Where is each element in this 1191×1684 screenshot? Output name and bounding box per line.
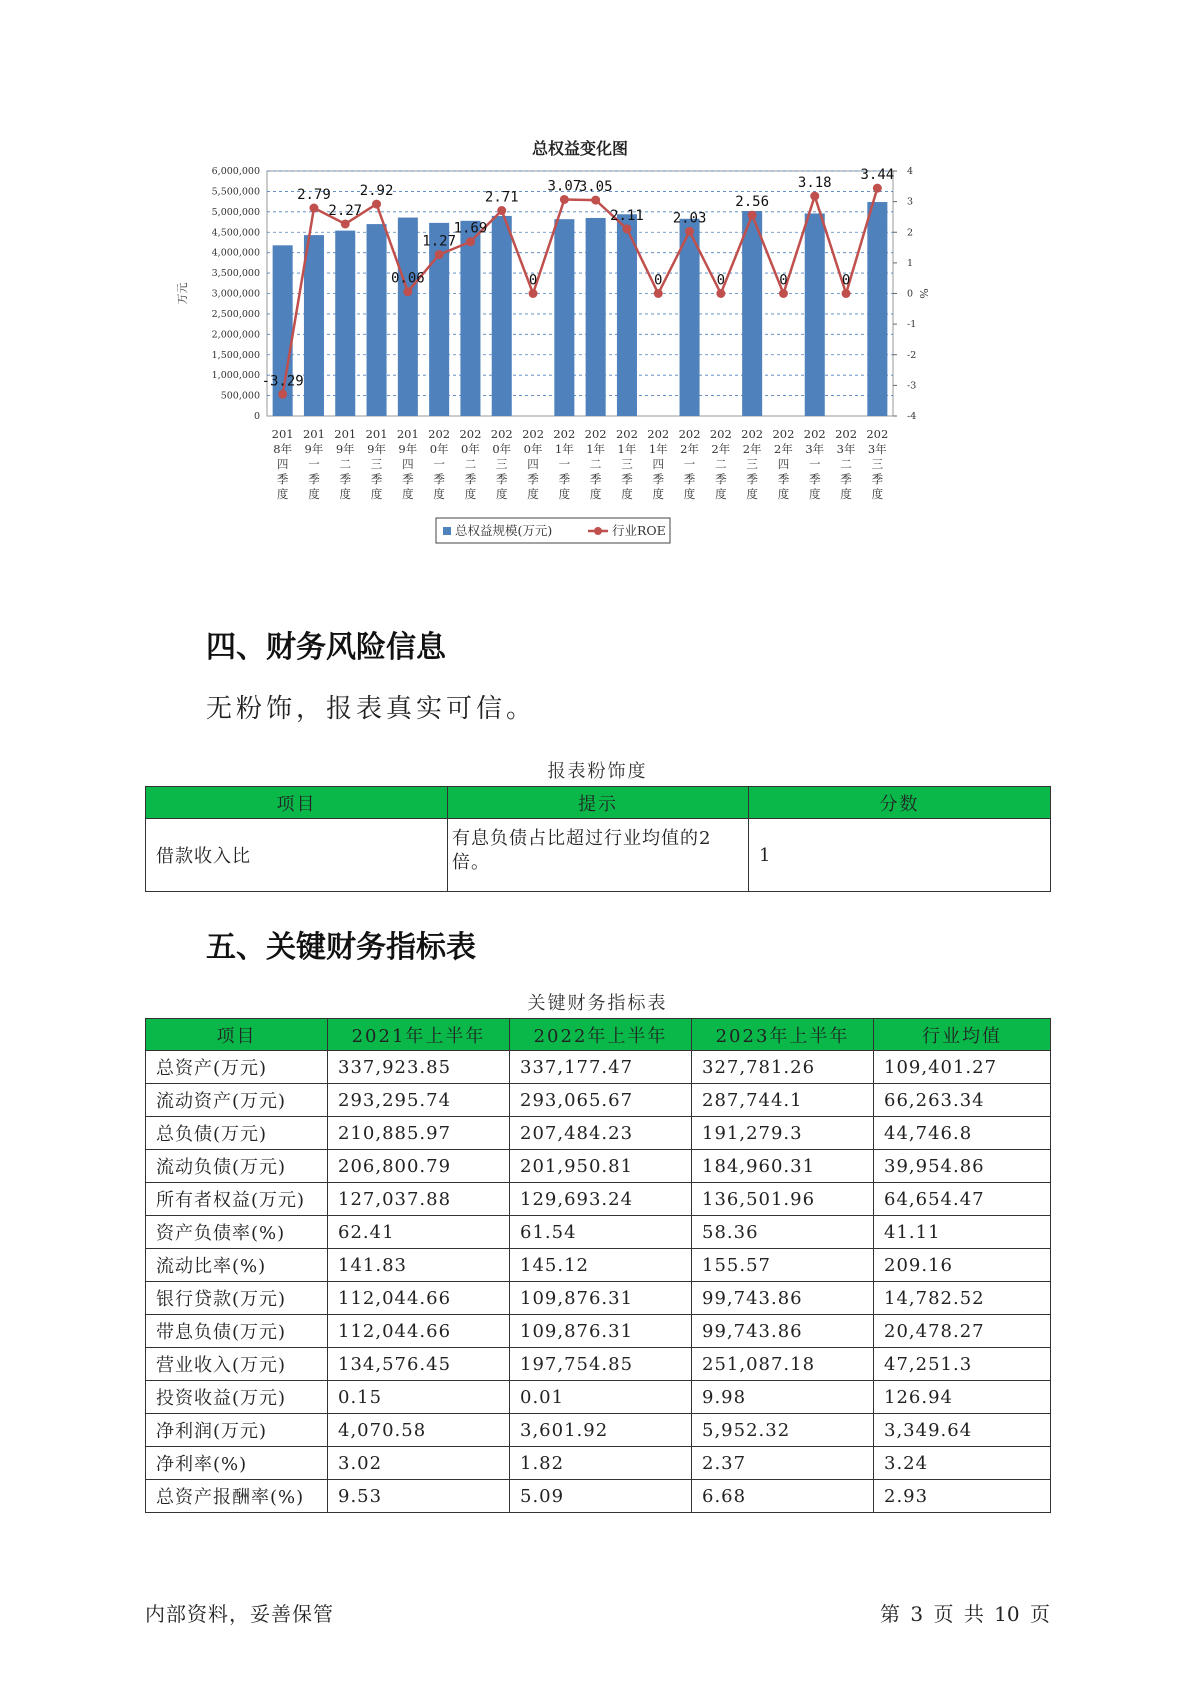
x-tick-label: 季 bbox=[871, 472, 884, 486]
x-tick-label: 202 bbox=[709, 427, 732, 441]
y2-tick-label: 0 bbox=[907, 288, 914, 300]
roe-data-label: 0 bbox=[528, 272, 538, 289]
roe-data-label: 0 bbox=[654, 272, 663, 289]
x-tick-label: 季 bbox=[589, 472, 602, 486]
x-tick-label: 四 bbox=[652, 457, 664, 471]
roe-data-label: -3.29 bbox=[261, 373, 304, 390]
bar-total-equity bbox=[460, 221, 480, 416]
indicator-name: 带息负债(万元) bbox=[146, 1315, 328, 1348]
x-tick-label: 一 bbox=[558, 457, 571, 471]
x-tick-label: 202 bbox=[678, 427, 701, 441]
table-row bbox=[146, 1381, 1051, 1414]
indicator-header-2: 2022年上半年 bbox=[510, 1019, 692, 1051]
roe-point bbox=[842, 289, 851, 298]
x-tick-label: 度 bbox=[715, 487, 727, 501]
table-row bbox=[146, 1348, 1051, 1381]
indicator-value: 62.41 bbox=[328, 1216, 510, 1249]
indicator-value: 3,601.92 bbox=[510, 1414, 692, 1447]
roe-point bbox=[685, 227, 694, 236]
indicator-value: 127,037.88 bbox=[328, 1183, 510, 1216]
x-tick-label: 1年 bbox=[554, 442, 574, 456]
indicator-name: 所有者权益(万元) bbox=[146, 1183, 328, 1216]
x-tick-label: 度 bbox=[370, 487, 383, 501]
indicator-value: 66,263.34 bbox=[874, 1084, 1051, 1117]
x-tick-label: 二 bbox=[589, 457, 602, 471]
y-tick-label: 0 bbox=[253, 411, 260, 422]
x-tick-label: 0年 bbox=[461, 442, 480, 456]
roe-point bbox=[309, 204, 318, 213]
roe-data-label: 2.92 bbox=[359, 183, 394, 200]
x-tick-label: 9年 bbox=[367, 442, 386, 456]
y-tick-label: 3,000,000 bbox=[211, 288, 260, 300]
indicator-name: 投资收益(万元) bbox=[146, 1381, 328, 1414]
indicator-header-4: 行业均值 bbox=[874, 1019, 1051, 1051]
risk-header-tip: 提示 bbox=[448, 787, 749, 819]
indicator-value: 145.12 bbox=[510, 1249, 692, 1282]
x-tick-label: 2年 bbox=[711, 442, 731, 456]
x-tick-label: 1年 bbox=[648, 442, 668, 456]
bar-total-equity bbox=[680, 219, 700, 416]
x-tick-label: 度 bbox=[308, 487, 320, 501]
roe-point bbox=[560, 195, 569, 204]
y-tick-label: 4,000,000 bbox=[211, 247, 260, 259]
x-tick-label: 三 bbox=[496, 457, 508, 471]
roe-point bbox=[716, 289, 725, 298]
risk-tip: 有息负债占比超过行业均值的2倍。 bbox=[448, 819, 749, 892]
roe-point bbox=[591, 196, 600, 205]
x-tick-label: 0年 bbox=[523, 442, 543, 456]
roe-point bbox=[341, 219, 350, 228]
indicator-value: 109,876.31 bbox=[510, 1315, 692, 1348]
x-tick-label: 一 bbox=[433, 457, 445, 471]
risk-header-item: 项目 bbox=[146, 787, 448, 819]
y2-tick-label: -1 bbox=[907, 319, 917, 331]
table-row bbox=[146, 1414, 1051, 1447]
roe-data-label: 0.06 bbox=[390, 270, 425, 287]
roe-data-label: 3.07 bbox=[547, 178, 582, 195]
y2-tick-label: 1 bbox=[907, 257, 914, 269]
x-tick-label: 季 bbox=[433, 472, 445, 486]
legend-line-marker bbox=[594, 527, 602, 535]
x-tick-label: 季 bbox=[809, 472, 821, 486]
chart-title: 总权益变化图 bbox=[531, 139, 629, 158]
section4-text: 无粉饰，报表真实可信。 bbox=[206, 694, 537, 724]
indicator-value: 141.83 bbox=[328, 1249, 510, 1282]
y2-tick-label: 4 bbox=[907, 166, 914, 177]
x-tick-label: 202 bbox=[428, 427, 451, 441]
indicator-value: 184,960.31 bbox=[692, 1150, 874, 1183]
roe-data-label: 2.03 bbox=[672, 210, 707, 227]
indicator-value: 3,349.64 bbox=[874, 1414, 1051, 1447]
legend-bar-label: 总权益规模(万元) bbox=[455, 523, 553, 538]
indicator-value: 109,876.31 bbox=[510, 1282, 692, 1315]
table-row bbox=[146, 1150, 1051, 1183]
roe-data-label: 2.79 bbox=[297, 187, 331, 204]
roe-data-label: 3.05 bbox=[578, 179, 613, 196]
roe-data-label: 2.27 bbox=[328, 202, 363, 219]
indicator-value: 9.53 bbox=[328, 1480, 510, 1513]
bar-total-equity bbox=[805, 213, 825, 416]
risk-item: 借款收入比 bbox=[146, 819, 448, 892]
x-tick-label: 202 bbox=[490, 427, 513, 441]
x-tick-label: 季 bbox=[276, 472, 289, 486]
x-tick-label: 度 bbox=[433, 487, 445, 501]
table-row bbox=[146, 1084, 1051, 1117]
x-tick-label: 1年 bbox=[586, 442, 606, 456]
bar-total-equity bbox=[304, 235, 324, 416]
indicator-value: 210,885.97 bbox=[328, 1117, 510, 1150]
equity-chart-svg bbox=[150, 138, 1030, 598]
indicator-value: 41.11 bbox=[874, 1216, 1051, 1249]
indicator-value: 58.36 bbox=[692, 1216, 874, 1249]
indicator-value: 2.37 bbox=[692, 1447, 874, 1480]
x-tick-label: 度 bbox=[496, 487, 508, 501]
indicator-value: 126.94 bbox=[874, 1381, 1051, 1414]
indicator-value: 47,251.3 bbox=[874, 1348, 1051, 1381]
roe-point bbox=[466, 237, 475, 246]
x-tick-label: 三 bbox=[746, 457, 758, 471]
y2-axis-label: % bbox=[917, 288, 930, 299]
roe-point bbox=[529, 289, 538, 298]
roe-data-label: 2.56 bbox=[735, 194, 770, 211]
indicator-value: 287,744.1 bbox=[692, 1084, 874, 1117]
x-tick-label: 季 bbox=[777, 472, 790, 486]
indicator-value: 155.57 bbox=[692, 1249, 874, 1282]
risk-header-score: 分数 bbox=[749, 787, 1051, 819]
table-row bbox=[146, 1183, 1051, 1216]
y-tick-label: 5,000,000 bbox=[211, 206, 260, 218]
indicator-value: 99,743.86 bbox=[692, 1282, 874, 1315]
x-tick-label: 三 bbox=[370, 457, 383, 471]
roe-data-label: 3.18 bbox=[797, 175, 832, 192]
indicator-value: 112,044.66 bbox=[328, 1282, 510, 1315]
x-tick-label: 3年 bbox=[867, 442, 887, 456]
x-tick-label: 2年 bbox=[774, 442, 793, 456]
x-tick-label: 202 bbox=[553, 427, 576, 441]
x-tick-label: 202 bbox=[741, 427, 764, 441]
x-tick-label: 季 bbox=[715, 472, 727, 486]
x-tick-label: 季 bbox=[746, 472, 758, 486]
x-tick-label: 201 bbox=[271, 427, 294, 441]
indicator-value: 3.02 bbox=[328, 1447, 510, 1480]
x-tick-label: 季 bbox=[402, 472, 414, 486]
table-row bbox=[146, 1447, 1051, 1480]
x-tick-label: 季 bbox=[527, 472, 539, 486]
y-tick-label: 1,000,000 bbox=[211, 370, 260, 382]
bar-total-equity bbox=[742, 211, 762, 416]
indicator-value: 3.24 bbox=[874, 1447, 1051, 1480]
bar-total-equity bbox=[398, 218, 418, 416]
x-tick-label: 度 bbox=[402, 487, 414, 501]
x-tick-label: 季 bbox=[652, 472, 664, 486]
x-tick-label: 季 bbox=[840, 472, 852, 486]
x-tick-label: 三 bbox=[621, 457, 633, 471]
y-tick-label: 2,500,000 bbox=[211, 308, 260, 320]
indicator-value: 136,501.96 bbox=[692, 1183, 874, 1216]
x-tick-label: 季 bbox=[496, 472, 508, 486]
y2-tick-label: -4 bbox=[907, 411, 917, 422]
indicator-header-0: 项目 bbox=[146, 1019, 328, 1051]
y-tick-label: 6,000,000 bbox=[211, 166, 260, 177]
indicator-value: 201,950.81 bbox=[510, 1150, 692, 1183]
indicator-value: 134,576.45 bbox=[328, 1348, 510, 1381]
roe-data-label: 0 bbox=[841, 272, 851, 289]
table-row bbox=[146, 1051, 1051, 1084]
indicator-name: 流动负债(万元) bbox=[146, 1150, 328, 1183]
x-tick-label: 202 bbox=[459, 427, 482, 441]
y-tick-label: 4,500,000 bbox=[211, 227, 260, 239]
table-row bbox=[146, 1249, 1051, 1282]
y2-tick-label: 3 bbox=[907, 196, 914, 208]
x-tick-label: 202 bbox=[772, 427, 795, 441]
indicator-value: 1.82 bbox=[510, 1447, 692, 1480]
roe-data-label: 3.44 bbox=[860, 167, 895, 184]
x-tick-label: 季 bbox=[621, 472, 633, 486]
x-tick-label: 202 bbox=[584, 427, 607, 441]
indicator-name: 银行贷款(万元) bbox=[146, 1282, 328, 1315]
x-tick-label: 度 bbox=[558, 487, 571, 501]
x-tick-label: 3年 bbox=[836, 442, 856, 456]
roe-point bbox=[372, 200, 381, 209]
x-tick-label: 202 bbox=[615, 427, 638, 441]
x-tick-label: 四 bbox=[276, 457, 289, 471]
y-axis-label: 万元 bbox=[176, 282, 189, 305]
indicator-value: 112,044.66 bbox=[328, 1315, 510, 1348]
roe-data-label: 2.71 bbox=[484, 189, 519, 206]
indicator-value: 293,295.74 bbox=[328, 1084, 510, 1117]
section4-heading: 四、财务风险信息 bbox=[206, 630, 446, 665]
roe-point bbox=[278, 390, 287, 399]
indicator-name: 营业收入(万元) bbox=[146, 1348, 328, 1381]
roe-data-label: 1.27 bbox=[422, 233, 457, 250]
indicator-value: 14,782.52 bbox=[874, 1282, 1051, 1315]
x-tick-label: 四 bbox=[777, 457, 790, 471]
section5-heading: 五、关键财务指标表 bbox=[206, 930, 476, 965]
indicator-table bbox=[145, 1018, 1051, 1513]
y2-tick-label: 2 bbox=[907, 227, 914, 239]
indicator-value: 5,952.32 bbox=[692, 1414, 874, 1447]
bar-total-equity bbox=[367, 224, 387, 416]
indicator-value: 327,781.26 bbox=[692, 1051, 874, 1084]
roe-point bbox=[497, 206, 506, 215]
indicator-value: 6.68 bbox=[692, 1480, 874, 1513]
x-tick-label: 度 bbox=[777, 487, 790, 501]
table-row bbox=[146, 1480, 1051, 1513]
roe-point bbox=[748, 211, 757, 220]
x-tick-label: 201 bbox=[302, 427, 325, 441]
indicator-value: 9.98 bbox=[692, 1381, 874, 1414]
indicator-name: 总资产(万元) bbox=[146, 1051, 328, 1084]
indicator-value: 191,279.3 bbox=[692, 1117, 874, 1150]
risk-score: 1 bbox=[749, 819, 1051, 892]
roe-point bbox=[622, 224, 631, 233]
x-tick-label: 度 bbox=[683, 487, 696, 501]
x-tick-label: 度 bbox=[652, 487, 664, 501]
indicator-value: 209.16 bbox=[874, 1249, 1051, 1282]
x-tick-label: 202 bbox=[522, 427, 545, 441]
indicator-value: 197,754.85 bbox=[510, 1348, 692, 1381]
x-tick-label: 季 bbox=[464, 472, 477, 486]
bar-total-equity bbox=[492, 216, 512, 416]
indicator-name: 总负债(万元) bbox=[146, 1117, 328, 1150]
roe-point bbox=[435, 250, 444, 259]
roe-data-label: 1.69 bbox=[453, 220, 488, 237]
x-tick-label: 二 bbox=[464, 457, 477, 471]
indicator-header-row bbox=[146, 1019, 1051, 1051]
indicator-value: 61.54 bbox=[510, 1216, 692, 1249]
footer-page-number: 第 3 页 共 10 页 bbox=[880, 1602, 1050, 1626]
x-tick-label: 1年 bbox=[617, 442, 637, 456]
indicator-value: 337,177.47 bbox=[510, 1051, 692, 1084]
x-tick-label: 0年 bbox=[429, 442, 449, 456]
indicator-table-caption: 关键财务指标表 bbox=[527, 993, 668, 1014]
indicator-value: 5.09 bbox=[510, 1480, 692, 1513]
x-tick-label: 度 bbox=[589, 487, 602, 501]
indicator-name: 净利润(万元) bbox=[146, 1414, 328, 1447]
indicator-value: 2.93 bbox=[874, 1480, 1051, 1513]
x-tick-label: 2年 bbox=[680, 442, 699, 456]
risk-table-caption: 报表粉饰度 bbox=[547, 761, 648, 782]
indicator-value: 337,923.85 bbox=[328, 1051, 510, 1084]
x-tick-label: 3年 bbox=[805, 442, 825, 456]
indicator-value: 0.15 bbox=[328, 1381, 510, 1414]
x-tick-label: 2年 bbox=[742, 442, 762, 456]
x-tick-label: 度 bbox=[276, 487, 289, 501]
x-tick-label: 201 bbox=[334, 427, 357, 441]
roe-data-label: 0 bbox=[779, 272, 788, 289]
indicator-name: 总资产报酬率(%) bbox=[146, 1480, 328, 1513]
x-tick-label: 8年 bbox=[273, 442, 293, 456]
x-tick-label: 二 bbox=[840, 457, 852, 471]
x-tick-label: 0年 bbox=[492, 442, 512, 456]
y-tick-label: 1,500,000 bbox=[211, 349, 260, 361]
roe-point bbox=[873, 184, 882, 193]
x-tick-label: 9年 bbox=[398, 442, 418, 456]
x-tick-label: 度 bbox=[746, 487, 758, 501]
roe-data-label: 0 bbox=[716, 272, 726, 289]
indicator-value: 20,478.27 bbox=[874, 1315, 1051, 1348]
x-tick-label: 二 bbox=[339, 457, 351, 471]
roe-point bbox=[654, 289, 663, 298]
x-tick-label: 202 bbox=[803, 427, 826, 441]
x-tick-label: 一 bbox=[683, 457, 696, 471]
x-tick-label: 一 bbox=[308, 457, 320, 471]
table-row bbox=[146, 1216, 1051, 1249]
table-row bbox=[146, 1315, 1051, 1348]
x-tick-label: 季 bbox=[308, 472, 320, 486]
indicator-value: 129,693.24 bbox=[510, 1183, 692, 1216]
equity-chart bbox=[150, 138, 1030, 598]
x-tick-label: 度 bbox=[621, 487, 633, 501]
roe-point bbox=[779, 289, 788, 298]
footer-confidential: 内部资料，妥善保管 bbox=[145, 1602, 334, 1626]
x-tick-label: 季 bbox=[339, 472, 351, 486]
indicator-value: 251,087.18 bbox=[692, 1348, 874, 1381]
x-tick-label: 9年 bbox=[335, 442, 355, 456]
y-tick-label: 5,500,000 bbox=[211, 186, 260, 198]
roe-data-label: 2.11 bbox=[610, 207, 644, 224]
x-tick-label: 季 bbox=[370, 472, 383, 486]
indicator-header-3: 2023年上半年 bbox=[692, 1019, 874, 1051]
indicator-value: 109,401.27 bbox=[874, 1051, 1051, 1084]
indicator-value: 0.01 bbox=[510, 1381, 692, 1414]
indicator-value: 293,065.67 bbox=[510, 1084, 692, 1117]
x-tick-label: 9年 bbox=[304, 442, 324, 456]
indicator-value: 4,070.58 bbox=[328, 1414, 510, 1447]
y-tick-label: 2,000,000 bbox=[211, 329, 260, 341]
table-row bbox=[146, 819, 1051, 892]
y-tick-label: 3,500,000 bbox=[211, 268, 260, 280]
x-tick-label: 三 bbox=[871, 457, 884, 471]
indicator-header-1: 2021年上半年 bbox=[328, 1019, 510, 1051]
indicator-name: 净利率(%) bbox=[146, 1447, 328, 1480]
indicator-value: 207,484.23 bbox=[510, 1117, 692, 1150]
indicator-value: 99,743.86 bbox=[692, 1315, 874, 1348]
x-tick-label: 201 bbox=[365, 427, 388, 441]
x-tick-label: 季 bbox=[558, 472, 571, 486]
y-tick-label: 500,000 bbox=[220, 390, 260, 402]
indicator-name: 资产负债率(%) bbox=[146, 1216, 328, 1249]
roe-point bbox=[810, 192, 819, 201]
x-tick-label: 度 bbox=[809, 487, 821, 501]
table-row bbox=[146, 1117, 1051, 1150]
x-tick-label: 202 bbox=[647, 427, 670, 441]
table-row bbox=[146, 1282, 1051, 1315]
indicator-value: 44,746.8 bbox=[874, 1117, 1051, 1150]
x-tick-label: 202 bbox=[866, 427, 889, 441]
roe-point bbox=[403, 287, 412, 296]
indicator-value: 206,800.79 bbox=[328, 1150, 510, 1183]
x-tick-label: 201 bbox=[396, 427, 419, 441]
bar-total-equity bbox=[554, 219, 574, 416]
x-tick-label: 202 bbox=[835, 427, 858, 441]
x-tick-label: 度 bbox=[464, 487, 477, 501]
x-tick-label: 四 bbox=[402, 457, 414, 471]
x-tick-label: 二 bbox=[715, 457, 727, 471]
y2-tick-label: -3 bbox=[907, 380, 917, 392]
x-tick-label: 度 bbox=[339, 487, 351, 501]
x-tick-label: 四 bbox=[527, 457, 539, 471]
y2-tick-label: -2 bbox=[907, 349, 917, 361]
x-tick-label: 季 bbox=[683, 472, 696, 486]
indicator-value: 64,654.47 bbox=[874, 1183, 1051, 1216]
indicator-value: 39,954.86 bbox=[874, 1150, 1051, 1183]
indicator-name: 流动资产(万元) bbox=[146, 1084, 328, 1117]
x-tick-label: 一 bbox=[809, 457, 821, 471]
x-tick-label: 度 bbox=[871, 487, 884, 501]
legend-bar-swatch bbox=[443, 527, 451, 535]
risk-table bbox=[145, 786, 1051, 892]
legend-line-label: 行业ROE bbox=[612, 523, 666, 538]
indicator-name: 流动比率(%) bbox=[146, 1249, 328, 1282]
bar-total-equity bbox=[335, 231, 355, 416]
bar-total-equity bbox=[867, 202, 887, 416]
x-tick-label: 度 bbox=[527, 487, 539, 501]
bar-total-equity bbox=[586, 218, 606, 416]
x-tick-label: 度 bbox=[840, 487, 852, 501]
